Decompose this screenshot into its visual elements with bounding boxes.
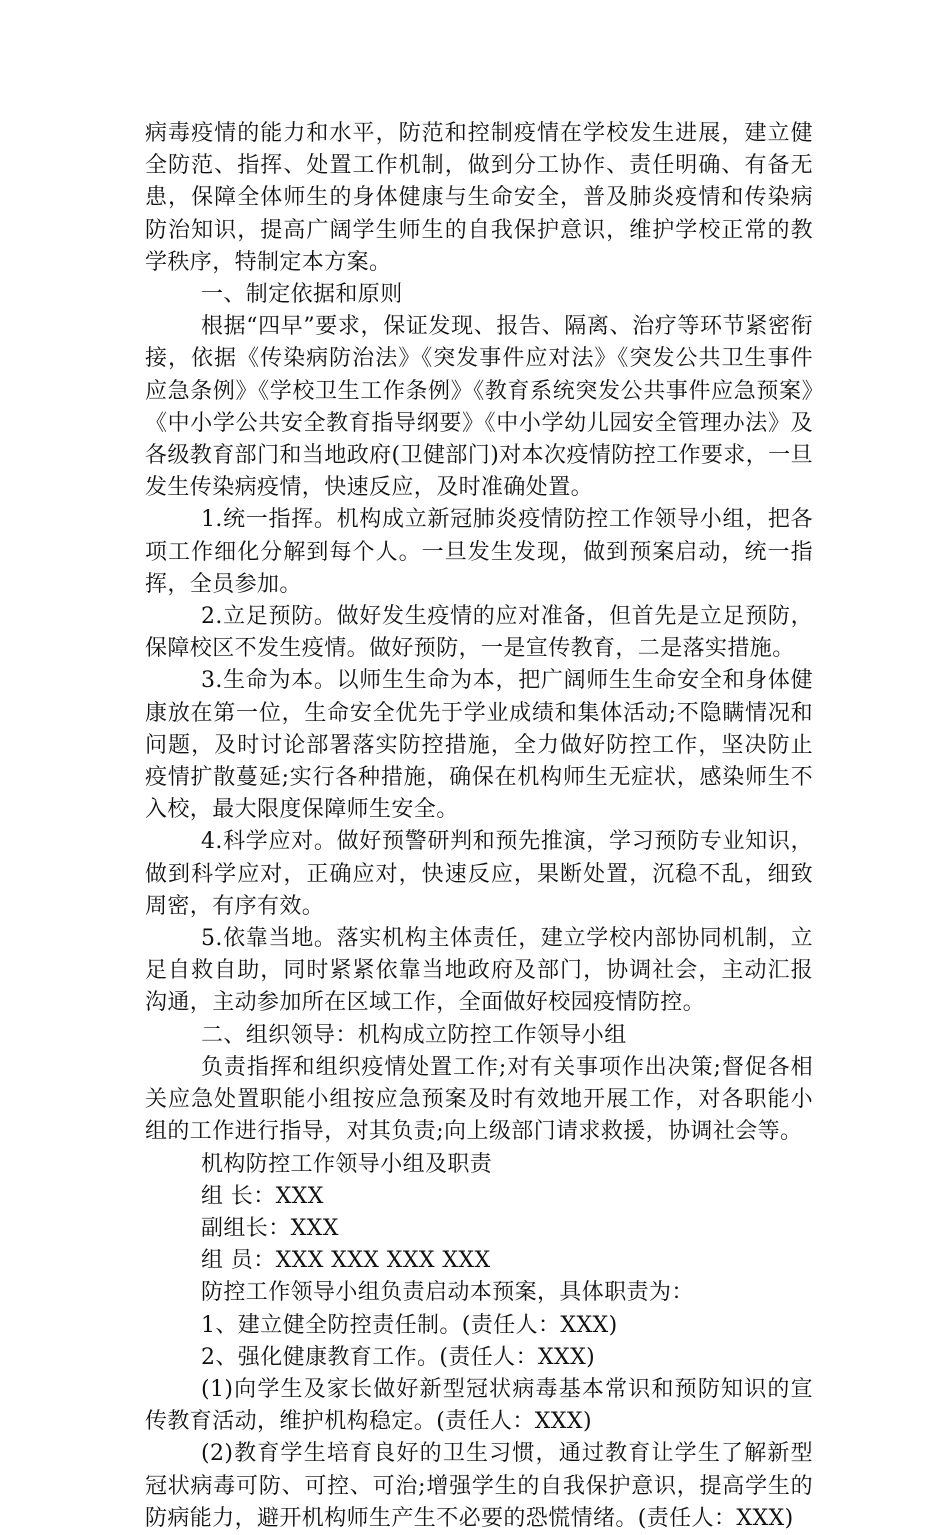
paragraph-intro: 病毒疫情的能力和水平，防范和控制疫情在学校发生进展，建立健全防范、指挥、处置工作机制，做到分工协作、责任明确、有备无患，保障全体师生的身体健康与生命安全，普及肺炎疫情和传染病防治知识，提高广阔学生师生的自我保护意识，维护学校正常的教学秩序，特制定本方案。 (145, 121, 813, 275)
principle-item-2: 2.立足预防。做好发生疫情的应对准备，但首先是立足预防，保障校区不发生疫情。做好预防，一是宣传教育，二是落实措施。 (145, 604, 813, 662)
subheading-leadership-group: 机构防控工作领导小组及职责 (201, 1151, 493, 1177)
duties-intro-line: 防控工作领导小组负责启动本预案，具体职责为： (201, 1280, 694, 1306)
group-leader-line: 组 长：XXX (201, 1183, 324, 1209)
principle-item-4: 4.科学应对。做好预警研判和预先推演，学习预防专业知识，做到科学应对，正确应对，快速反应，果断处置，沉稳不乱，细致周密，有序有效。 (145, 829, 813, 919)
duty-item-2: 2、强化健康教育工作。(责任人：XXX) (201, 1344, 596, 1370)
document-body (145, 118, 813, 1535)
section-heading-organization: 二、组织领导：机构成立防控工作领导小组 (201, 1022, 627, 1048)
paragraph-responsibilities: 负责指挥和组织疫情处置工作;对有关事项作出决策;督促各相关应急处置职能小组按应急预案及时有效地开展工作，对各职能小组的工作进行指导，对其负责;向上级部门请求救援，协调社会等。 (145, 1054, 813, 1145)
principle-item-3: 3.生命为本。以师生生命为本，把广阔师生生命安全和身体健康放在第一位，生命安全优先于学业成绩和集体活动;不隐瞒情况和问题，及时讨论部署落实防控措施，全力做好防控工作，坚决防止疫情扩散蔓延;实行各种措施，确保在机构师生无症状，感染师生不入校，最大限度保障师生安全。 (145, 668, 813, 823)
section-heading-basis: 一、制定依据和原则 (201, 282, 403, 308)
principle-item-5: 5.依靠当地。落实机构主体责任，建立学校内部协同机制，立足自救自助，同时紧紧依靠当地政府及部门，协调社会，主动汇报沟通，主动参加所在区域工作，全面做好校园疫情防控。 (145, 926, 813, 1016)
duty-subitem-2: (2)教育学生培育良好的卫生习惯，通过教育让学生了解新型冠状病毒可防、可控、可治;增强学生的自我保护意识，提高学生的防病能力，避开机构师生产生不必要的恐慌情绪。(责任人：XXX) (145, 1441, 813, 1531)
deputy-leader-line: 副组长：XXX (201, 1215, 339, 1241)
duty-item-1: 1、建立健全防控责任制。(责任人：XXX) (201, 1312, 618, 1338)
paragraph-basis: 根据“四早”要求，保证发现、报告、隔离、治疗等环节紧密衔接，依据《传染病防治法》《突发事件应对法》《突发公共卫生事件应急条例》《学校卫生工作条例》《教育系统突发公共事件应急预案》《中小学公共安全教育指导纲要》《中小学幼儿园安全管理办法》及各级教育部门和当地政府(卫健部门)对本次疫情防控工作要求，一旦发生传染病疫情，快速反应，及时准确处置。 (145, 314, 813, 501)
group-members-line: 组 员：XXX XXX XXX XXX (201, 1248, 491, 1274)
duty-subitem-1: (1)向学生及家长做好新型冠状病毒基本常识和预防知识的宣传教育活动，维护机构稳定。(责任人：XXX) (145, 1376, 813, 1435)
principle-item-1: 1.统一指挥。机构成立新冠肺炎疫情防控工作领导小组，把各项工作细化分解到每个人。一旦发生发现，做到预案启动，统一指挥，全员参加。 (145, 507, 813, 597)
